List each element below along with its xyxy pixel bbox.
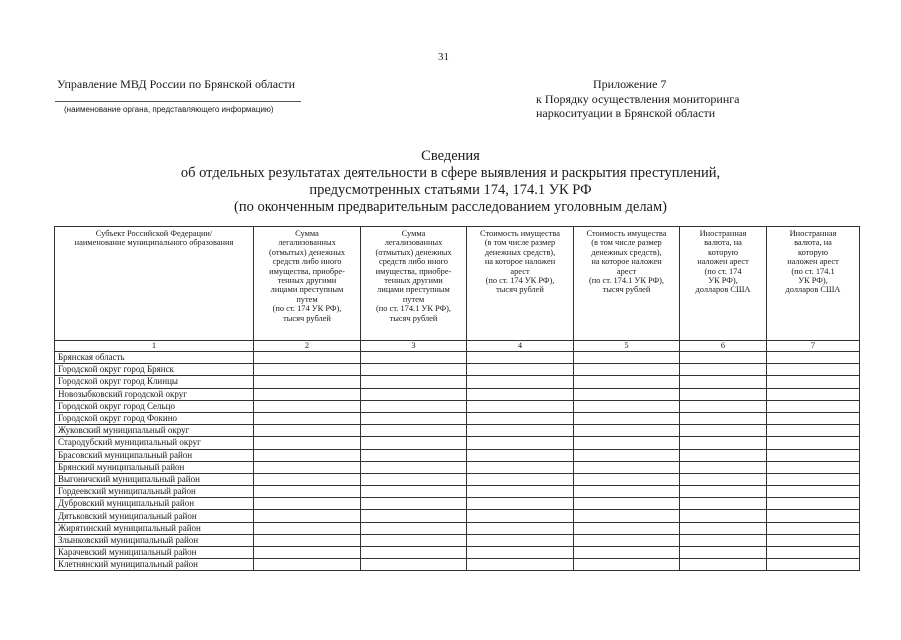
value-cell <box>254 498 361 510</box>
value-cell <box>361 412 467 424</box>
value-cell <box>767 486 860 498</box>
column-header: Стоимость имущества (в том числе размер денежных средств), на которое наложен арест (по ст. 174 УК РФ), тысяч рублей <box>467 227 574 341</box>
value-cell <box>254 437 361 449</box>
table-row <box>55 352 860 364</box>
value-cell <box>467 522 574 534</box>
value-cell <box>680 498 767 510</box>
column-header: Сумма легализованных (отмытых) денежных средств либо иного имущества, приобре- тенных другими лицами преступным путем (по ст. 174 УК РФ), тысяч рублей <box>254 227 361 341</box>
region-name-cell: Новозыбковский городской округ <box>55 388 254 400</box>
value-cell <box>254 473 361 485</box>
region-name-cell: Дубровский муниципальный район <box>55 498 254 510</box>
value-cell <box>254 510 361 522</box>
value-cell <box>361 388 467 400</box>
value-cell <box>254 425 361 437</box>
value-cell <box>254 534 361 546</box>
title-line-1: Сведения <box>421 148 480 164</box>
value-cell <box>574 498 680 510</box>
region-name-cell: Городской округ город Сельцо <box>55 400 254 412</box>
value-cell <box>467 400 574 412</box>
value-cell <box>254 400 361 412</box>
region-name-cell: Стародубский муниципальный округ <box>55 437 254 449</box>
value-cell <box>361 437 467 449</box>
table-row <box>55 534 860 546</box>
value-cell <box>361 461 467 473</box>
value-cell <box>361 400 467 412</box>
value-cell <box>574 486 680 498</box>
value-cell <box>767 437 860 449</box>
value-cell <box>767 376 860 388</box>
value-cell <box>680 400 767 412</box>
value-cell <box>574 376 680 388</box>
value-cell <box>680 559 767 571</box>
value-cell <box>680 425 767 437</box>
region-name-cell: Городской округ город Клинцы <box>55 376 254 388</box>
value-cell <box>467 425 574 437</box>
region-name-cell: Городской округ город Брянск <box>55 364 254 376</box>
value-cell <box>767 510 860 522</box>
value-cell <box>361 547 467 559</box>
value-cell <box>767 547 860 559</box>
column-header: Иностранная валюта, на которую наложен арест (по ст. 174 УК РФ), долларов США <box>680 227 767 341</box>
value-cell <box>467 449 574 461</box>
value-cell <box>574 473 680 485</box>
value-cell <box>767 364 860 376</box>
value-cell <box>361 449 467 461</box>
organization-underline <box>55 101 301 102</box>
value-cell <box>361 534 467 546</box>
column-number: 4 <box>467 341 574 352</box>
value-cell <box>254 486 361 498</box>
value-cell <box>680 486 767 498</box>
value-cell <box>361 486 467 498</box>
column-header: Стоимость имущества (в том числе размер денежных средств), на которое наложен арест (по ст. 174.1 УК РФ), тысяч рублей <box>574 227 680 341</box>
region-name-cell: Злынковский муниципальный район <box>55 534 254 546</box>
value-cell <box>680 534 767 546</box>
value-cell <box>361 352 467 364</box>
value-cell <box>767 352 860 364</box>
table-row <box>55 412 860 424</box>
column-header: Иностранная валюта, на которую наложен арест (по ст. 174.1 УК РФ), долларов США <box>767 227 860 341</box>
table-row <box>55 400 860 412</box>
value-cell <box>361 510 467 522</box>
title-line-4: (по оконченным предварительным расследованием уголовным делам) <box>233 199 667 215</box>
region-name-cell: Карачевский муниципальный район <box>55 547 254 559</box>
appendix-line-2: наркоситуации в Брянской области <box>536 106 716 120</box>
value-cell <box>467 486 574 498</box>
region-name-cell: Жуковский муниципальный округ <box>55 425 254 437</box>
value-cell <box>467 547 574 559</box>
value-cell <box>254 364 361 376</box>
value-cell <box>680 437 767 449</box>
table-row <box>55 510 860 522</box>
value-cell <box>361 522 467 534</box>
column-number: 2 <box>254 341 361 352</box>
table-row <box>55 388 860 400</box>
region-name-cell: Гордеевский муниципальный район <box>55 486 254 498</box>
value-cell <box>574 388 680 400</box>
value-cell <box>254 376 361 388</box>
page-number: 31 <box>438 51 449 63</box>
region-name-cell: Брасовский муниципальный район <box>55 449 254 461</box>
value-cell <box>254 522 361 534</box>
region-name-cell: Брянская область <box>55 352 254 364</box>
value-cell <box>680 412 767 424</box>
column-number: 1 <box>55 341 254 352</box>
title-line-2: об отдельных результатах деятельности в сфере выявления и раскрытия преступлений, <box>180 165 721 181</box>
column-header: Сумма легализованных (отмытых) денежных средств либо иного имущества, приобре- тенных другими лицами преступным путем (по ст. 174.1 УК РФ), тысяч рублей <box>361 227 467 341</box>
value-cell <box>574 559 680 571</box>
document-title <box>0 148 901 216</box>
value-cell <box>680 388 767 400</box>
table-row <box>55 437 860 449</box>
value-cell <box>574 547 680 559</box>
value-cell <box>361 364 467 376</box>
organization-name: Управление МВД России по Брянской области <box>57 77 296 91</box>
region-name-cell: Клетнянский муниципальный район <box>55 559 254 571</box>
value-cell <box>574 364 680 376</box>
table-header-row <box>55 227 860 341</box>
organization-note: (наименование органа, представляющего информацию) <box>64 105 274 114</box>
value-cell <box>767 425 860 437</box>
title-line-3: предусмотренных статьями 174, 174.1 УК РФ <box>309 182 592 198</box>
table-row <box>55 559 860 571</box>
value-cell <box>574 449 680 461</box>
value-cell <box>767 449 860 461</box>
value-cell <box>574 522 680 534</box>
value-cell <box>574 510 680 522</box>
value-cell <box>467 388 574 400</box>
value-cell <box>254 547 361 559</box>
appendix-title: Приложение 7 <box>593 77 667 91</box>
value-cell <box>361 559 467 571</box>
column-number-row <box>55 341 860 352</box>
value-cell <box>467 461 574 473</box>
value-cell <box>767 522 860 534</box>
column-number: 6 <box>680 341 767 352</box>
value-cell <box>361 425 467 437</box>
column-header: Субъект Российской Федерации/ наименование муниципального образования <box>55 227 254 341</box>
value-cell <box>767 559 860 571</box>
value-cell <box>767 400 860 412</box>
table-row <box>55 522 860 534</box>
value-cell <box>680 461 767 473</box>
region-name-cell: Брянский муниципальный район <box>55 461 254 473</box>
value-cell <box>680 522 767 534</box>
value-cell <box>767 412 860 424</box>
value-cell <box>467 376 574 388</box>
table-row <box>55 425 860 437</box>
region-name-cell: Городской округ город Фокино <box>55 412 254 424</box>
table-row <box>55 547 860 559</box>
column-number: 3 <box>361 341 467 352</box>
value-cell <box>361 376 467 388</box>
value-cell <box>467 352 574 364</box>
value-cell <box>467 473 574 485</box>
column-number: 7 <box>767 341 860 352</box>
table-row <box>55 473 860 485</box>
table-row <box>55 498 860 510</box>
region-name-cell: Выгоничский муниципальный район <box>55 473 254 485</box>
value-cell <box>254 461 361 473</box>
value-cell <box>467 559 574 571</box>
table-row <box>55 461 860 473</box>
value-cell <box>361 498 467 510</box>
value-cell <box>574 400 680 412</box>
value-cell <box>680 364 767 376</box>
value-cell <box>680 449 767 461</box>
value-cell <box>467 498 574 510</box>
value-cell <box>254 388 361 400</box>
value-cell <box>254 412 361 424</box>
value-cell <box>467 534 574 546</box>
value-cell <box>680 510 767 522</box>
value-cell <box>467 412 574 424</box>
value-cell <box>680 473 767 485</box>
value-cell <box>574 425 680 437</box>
value-cell <box>680 352 767 364</box>
value-cell <box>467 437 574 449</box>
value-cell <box>680 376 767 388</box>
value-cell <box>574 534 680 546</box>
value-cell <box>574 412 680 424</box>
value-cell <box>574 352 680 364</box>
value-cell <box>767 473 860 485</box>
value-cell <box>767 534 860 546</box>
table-row <box>55 449 860 461</box>
region-name-cell: Дятьковский муниципальный район <box>55 510 254 522</box>
value-cell <box>467 364 574 376</box>
value-cell <box>767 388 860 400</box>
column-number: 5 <box>574 341 680 352</box>
value-cell <box>767 461 860 473</box>
appendix-line-1: к Порядку осуществления мониторинга <box>536 92 740 106</box>
region-name-cell: Жирятинский муниципальный район <box>55 522 254 534</box>
value-cell <box>254 559 361 571</box>
table-row <box>55 364 860 376</box>
table-row <box>55 376 860 388</box>
value-cell <box>574 437 680 449</box>
value-cell <box>361 473 467 485</box>
table-row <box>55 486 860 498</box>
value-cell <box>254 449 361 461</box>
report-table <box>54 226 860 571</box>
value-cell <box>254 352 361 364</box>
value-cell <box>574 461 680 473</box>
value-cell <box>680 547 767 559</box>
value-cell <box>767 498 860 510</box>
value-cell <box>467 510 574 522</box>
